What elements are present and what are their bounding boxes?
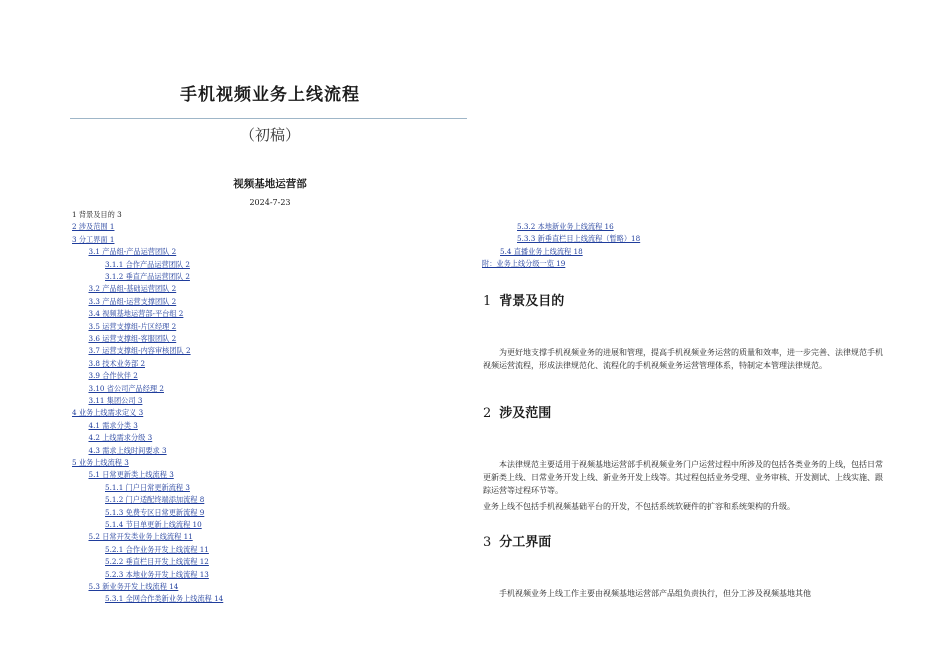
toc-entry[interactable]: 3.4 视频基地运营部-平台组 2 [88, 309, 184, 319]
toc-entry[interactable]: 5.2.2 垂直栏目开发上线流程 12 [105, 557, 209, 567]
section-heading-1 [483, 290, 564, 309]
toc-entry[interactable]: 5.2.1 合作业务开发上线流程 11 [105, 544, 209, 554]
toc-entry[interactable]: 5.3.3 新垂直栏目上线流程（暂略）18 [517, 234, 641, 244]
toc-entry[interactable]: 5.2.3 本地业务开发上线流程 13 [105, 569, 209, 579]
document-date: 2024-7-23 [249, 198, 291, 207]
toc-entry[interactable]: 3.3 产品组-运营支撑团队 2 [88, 296, 177, 306]
paragraph: 为更好地支撑手机视频业务的进展和管理，提高手机视频业务运营的质量和效率，进一步完善、法律规范手机视频运营流程，形成法律规范化、流程化的手机视频业务运营管理体系，特制定本管理法律规范。 [483, 348, 883, 370]
section-number: 3 [483, 535, 492, 550]
toc-entry[interactable]: 4 业务上线需求定义 3 [72, 408, 144, 418]
toc-entry[interactable]: 3.11 集团公司 3 [88, 396, 143, 405]
toc-entry[interactable]: 4.2 上线需求分级 3 [88, 433, 153, 443]
toc-entry[interactable]: 5.1.2 门户适配终端添加流程 8 [105, 495, 205, 505]
toc-entry[interactable]: 3.8 技术业务部 2 [88, 358, 146, 368]
toc-entry[interactable]: 4.3 需求上线时间要求 3 [88, 445, 167, 455]
toc-entry[interactable]: 3 分工界面 1 [72, 234, 115, 244]
toc-entry[interactable]: 3.10 省公司产品经理 2 [88, 383, 164, 393]
toc-entry[interactable]: 3.1.1 合作产品运营团队 2 [105, 259, 190, 269]
paragraph: 本法律规范主要适用于视频基地运营部手机视频业务门户运营过程中所涉及的包括各类业务的上线，包括日常更新类上线、日常业务开发上线、新业务开发上线等。其过程包括业务受理、业务审核、开发测试、上线实施、跟踪运营等过程环节等。 [483, 460, 883, 495]
toc-entry[interactable]: 5.1.4 节目单更新上线流程 10 [105, 520, 202, 529]
section-title: 涉及范围 [499, 406, 552, 421]
section-title: 分工界面 [499, 535, 552, 550]
document-title: 手机视频业务上线流程 [180, 85, 360, 105]
toc-entry[interactable]: 4.1 需求分类 3 [88, 420, 138, 430]
toc-entry[interactable]: 3.5 运营支撑组-片区经理 2 [88, 321, 177, 331]
toc-entry[interactable]: 附：业务上线分级一览 19 [482, 259, 566, 269]
toc-entry[interactable]: 5 业务上线流程 3 [72, 458, 129, 467]
toc-entry[interactable]: 5.3.1 全网合作类新业务上线流程 14 [105, 594, 224, 604]
paragraph: 手机视频业务上线工作主要由视频基地运营部产品组负责执行，但分工涉及视频基地其他 [499, 589, 811, 598]
toc-entry[interactable]: 5.1.3 免费专区日常更新流程 9 [105, 507, 205, 517]
toc-entry[interactable]: 5.1.1 门户日常更新流程 3 [105, 482, 190, 492]
toc-entry[interactable]: 5.3.2 本地新业务上线流程 16 [517, 222, 614, 231]
toc-entry[interactable]: 3.1 产品组-产品运营团队 2 [88, 247, 177, 257]
toc-entry[interactable]: 5.2 日常开发类业务上线流程 11 [88, 532, 193, 542]
section-number: 1 [483, 294, 492, 309]
toc-entry[interactable]: 3.1.2 垂直产品运营团队 2 [105, 272, 190, 281]
toc-entry[interactable]: 3.7 运营支撑组-内容审核团队 2 [88, 346, 191, 356]
toc-entry[interactable]: 2 涉及范围 1 [72, 222, 115, 232]
title-divider [70, 118, 467, 119]
section-title: 背景及目的 [499, 294, 565, 309]
toc-entry[interactable]: 5.4 直播业务上线流程 18 [500, 246, 583, 256]
section-heading-3 [483, 531, 551, 550]
paragraph: 业务上线不包括手机视频基础平台的开发，不包括系统软硬件的扩容和系统架构的升级。 [483, 502, 795, 511]
department-name: 视频基地运营部 [233, 178, 307, 190]
toc-entry[interactable]: 3.2 产品组-基础运营团队 2 [88, 284, 177, 294]
toc-entry: 1 背景及目的 3 [72, 210, 122, 219]
section-number: 2 [483, 406, 492, 421]
document-subtitle: （初稿） [239, 126, 300, 144]
toc-entry[interactable]: 5.3 新业务开发上线流程 14 [88, 582, 179, 591]
section-heading-2 [483, 402, 551, 421]
toc-entry[interactable]: 5.1 日常更新类上线流程 3 [88, 470, 174, 480]
toc-entry[interactable]: 3.6 运营支撑组-客服团队 2 [88, 334, 177, 343]
toc-entry[interactable]: 3.9 合作伙伴 2 [88, 371, 138, 381]
